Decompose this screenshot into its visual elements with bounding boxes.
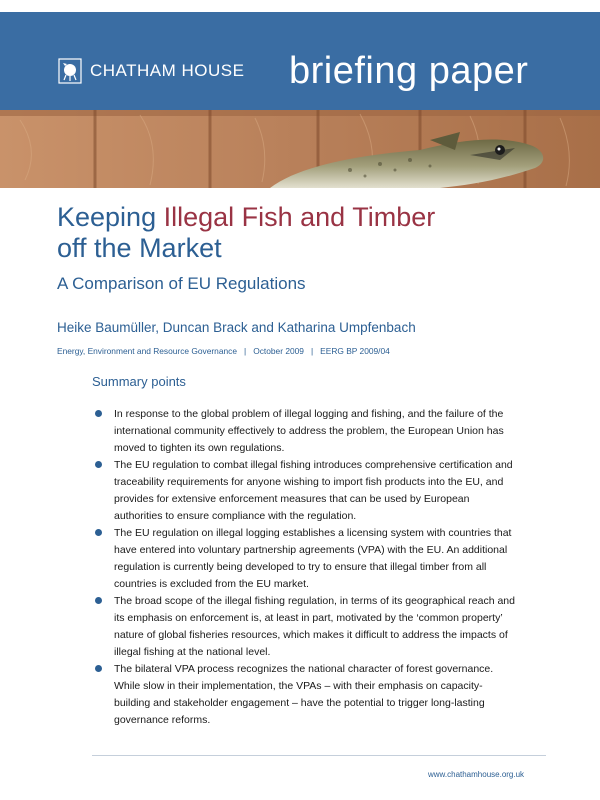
- summary-point: [95, 661, 515, 729]
- summary-heading: Summary points: [92, 374, 186, 389]
- bullet-icon: [95, 529, 102, 536]
- bullet-icon: [95, 410, 102, 417]
- summary-point-text: The EU regulation on illegal logging establishes a licensing system with countries that have entered into voluntary partnership agreements (VPA) with the EU. An additional regulation is currently being developed to try to ensure that illegal timber from all countries is excluded from the EU market.: [114, 527, 512, 590]
- publication-date: October 2009: [253, 346, 304, 356]
- summary-point: [95, 406, 515, 457]
- summary-point-text: In response to the global problem of illegal logging and fishing, and the failure of the international community effectively to address the problem, the European Union has moved to tighten its own regulations.: [114, 408, 504, 454]
- org-name: CHATHAM HOUSE: [90, 61, 245, 80]
- programme-name: Energy, Environment and Resource Governance: [57, 346, 238, 356]
- doc-type-label: briefing paper: [289, 50, 529, 92]
- summary-point-text: The EU regulation to combat illegal fishing introduces comprehensive certification and traceability requirements for anyone wishing to import fish products into the EU, and provides for extensive enforcement measures that can be used by European authorities to ensure compliance with the regulation.: [114, 459, 513, 522]
- bullet-icon: [95, 597, 102, 604]
- summary-point: [95, 457, 515, 525]
- bullet-icon: [95, 665, 102, 672]
- website-link[interactable]: www.chathamhouse.org.uk: [428, 770, 525, 779]
- meta-separator: |: [244, 346, 247, 356]
- title-highlight: Illegal Fish and Timber: [163, 202, 436, 232]
- authors: Heike Baumüller, Duncan Brack and Katharina Umpfenbach: [57, 320, 416, 335]
- summary-point-text: The broad scope of the illegal fishing regulation, in terms of its geographical reach and its emphasis on enforcement is, at least in part, motivated by the ‘common property’ nature of global fisheries resources, which makes it difficult to address the impacts of illegal fishing at the national level.: [114, 595, 515, 658]
- document-meta: [57, 346, 390, 356]
- summary-point: [95, 593, 515, 661]
- meta-separator: |: [310, 346, 314, 356]
- fish-on-timber-photo: [0, 110, 600, 188]
- chatham-house-logo-icon: [58, 58, 82, 84]
- title-part-2: off the Market: [57, 233, 222, 263]
- title-part-1: Keeping: [57, 202, 164, 232]
- summary-points-list: [95, 406, 515, 729]
- bullet-icon: [95, 461, 102, 468]
- summary-point-text: The bilateral VPA process recognizes the national character of forest governance. While slow in their implementation, the VPAs – with their emphasis on capacity-building and stakeholder engagement – have the potential to trigger long-lasting governance reforms.: [114, 663, 494, 726]
- footer-divider: [92, 755, 546, 756]
- document-title: [57, 202, 577, 264]
- summary-point: [95, 525, 515, 593]
- header-band: [0, 0, 600, 110]
- document-reference: EERG BP 2009/04: [320, 346, 390, 356]
- chatham-house-logo[interactable]: [58, 58, 244, 84]
- document-subtitle: A Comparison of EU Regulations: [57, 274, 306, 293]
